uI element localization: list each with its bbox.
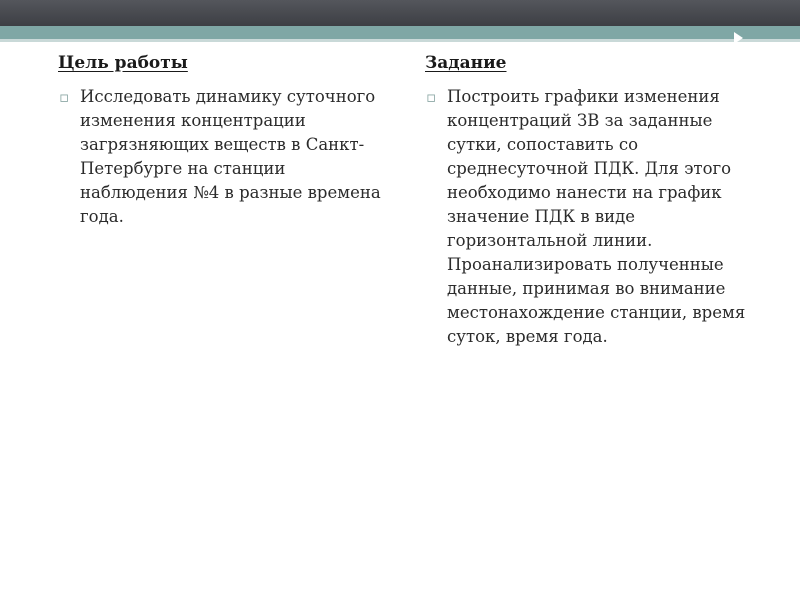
goal-text: Исследовать динамику суточного изменения концентрации загрязняющих веществ в Санкт-Петербурге на станции наблюдения №4 в разные времена года. [80, 87, 381, 226]
header-band-line [0, 39, 800, 42]
task-heading: Задание [425, 53, 507, 73]
task-text: Построить графики изменения концентраций ЗВ за заданные сутки, сопоставить со среднесуточной ПДК. Для этого необходимо нанести на график значение ПДК в виде горизонтальной линии. Проанализировать полученные данные, принимая во внимание местонахождение станции, время суток, время года. [447, 87, 746, 346]
goal-column [58, 51, 398, 229]
header-band-teal [0, 26, 800, 39]
bullet-icon: ▫ [426, 88, 437, 106]
bullet-icon: ▫ [59, 88, 70, 106]
arrow-right-icon [734, 32, 743, 44]
header-band-dark [0, 0, 800, 26]
goal-heading: Цель работы [58, 53, 188, 73]
task-column [425, 51, 770, 349]
goal-item [58, 85, 390, 229]
task-item [425, 85, 762, 349]
